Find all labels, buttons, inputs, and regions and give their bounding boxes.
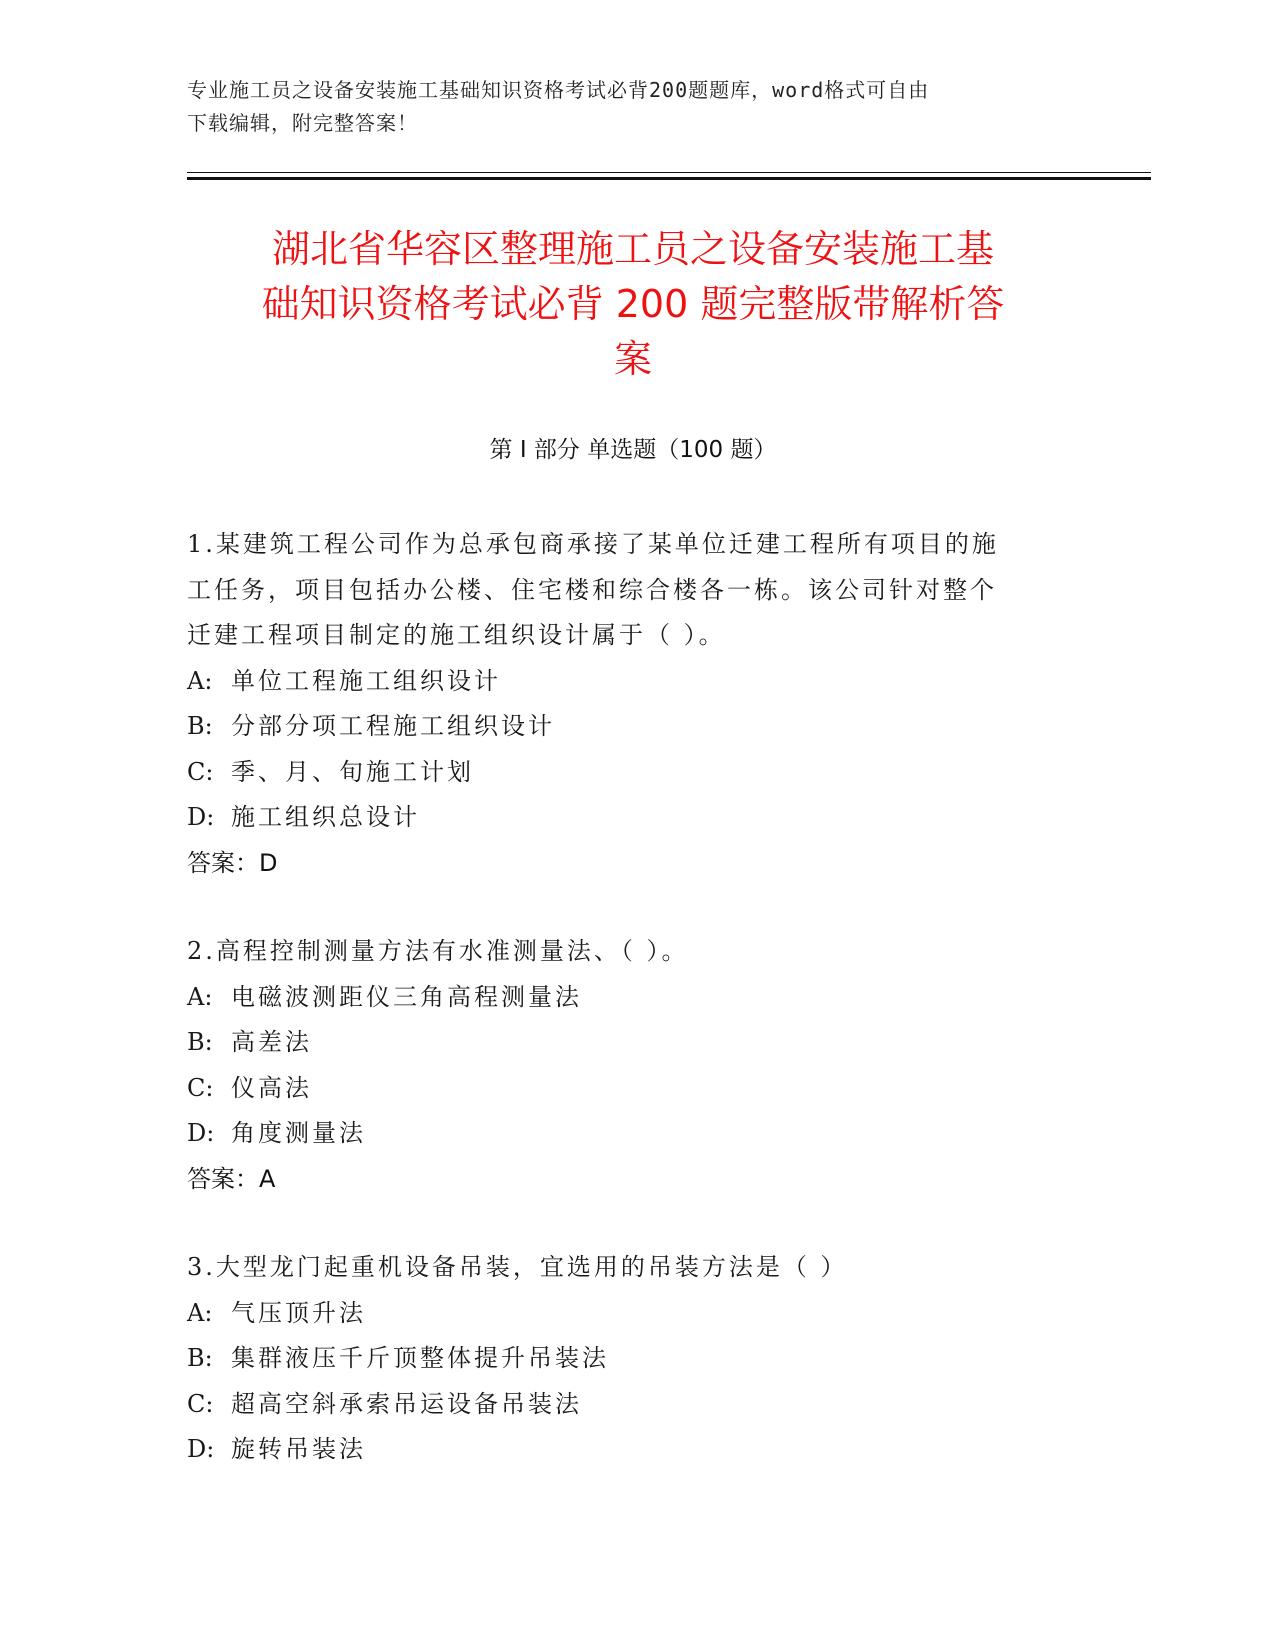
question-block xyxy=(187,929,1067,1202)
section-heading: 第 I 部分 单选题（100 题） xyxy=(489,437,777,463)
option-key: D: xyxy=(187,1119,215,1147)
option-c xyxy=(187,1382,1067,1428)
option-c xyxy=(187,1066,1067,1112)
question-list xyxy=(187,522,1067,1516)
question-stem-line: 2.高程控制测量方法有水准测量法、（ ）。 xyxy=(187,937,689,965)
question-block xyxy=(187,1245,1067,1473)
option-d xyxy=(187,1111,1067,1157)
option-text: 集群液压千斤顶整体提升吊装法 xyxy=(231,1344,609,1372)
option-text: 气压顶升法 xyxy=(231,1298,366,1327)
option-a xyxy=(187,975,1067,1021)
question-block xyxy=(187,522,1067,886)
option-text: 角度测量法 xyxy=(231,1119,366,1147)
option-key: D: xyxy=(187,803,215,831)
option-key: C: xyxy=(187,1389,214,1418)
option-text: 仪高法 xyxy=(231,1073,312,1102)
option-key: B: xyxy=(187,1344,213,1372)
option-key: A: xyxy=(187,666,213,695)
answer-line: 答案：D xyxy=(187,848,278,877)
question-stem-line: 工任务，项目包括办公楼、住宅楼和综合楼各一栋。该公司针对整个 xyxy=(187,575,997,604)
header-note-line-1: 专业施工员之设备安装施工基础知识资格考试必背200题题库，word格式可自由 xyxy=(187,78,930,102)
option-key: D: xyxy=(187,1435,215,1463)
option-d xyxy=(187,1427,1067,1473)
question-stem-line: 3.大型龙门起重机设备吊装，宜选用的吊装方法是（ ） xyxy=(187,1253,848,1281)
option-key: C: xyxy=(187,757,214,786)
option-b xyxy=(187,1336,1067,1382)
header-rule-thick xyxy=(187,177,1151,180)
option-c xyxy=(187,750,1067,796)
option-text: 旋转吊装法 xyxy=(231,1435,366,1463)
answer-line: 答案：A xyxy=(187,1164,276,1193)
option-key: A: xyxy=(187,982,213,1011)
header-note-line-2: 下载编辑，附完整答案！ xyxy=(187,111,418,135)
header-note xyxy=(187,74,1067,140)
option-text: 施工组织总设计 xyxy=(231,803,420,831)
option-d xyxy=(187,795,1067,841)
option-b xyxy=(187,1020,1067,1066)
option-text: 电磁波测距仪三角高程测量法 xyxy=(231,982,582,1011)
title-line-2: 础知识资格考试必背 200 题完整版带解析答 xyxy=(261,282,1005,326)
option-a xyxy=(187,1291,1067,1337)
document-title xyxy=(187,222,1079,387)
title-line-3: 案 xyxy=(613,337,652,381)
question-stem-line: 迁建工程项目制定的施工组织设计属于（ ）。 xyxy=(187,621,726,649)
option-key: C: xyxy=(187,1073,214,1102)
option-key: A: xyxy=(187,1298,213,1327)
option-text: 超高空斜承索吊运设备吊装法 xyxy=(231,1389,582,1418)
option-text: 高差法 xyxy=(231,1028,312,1056)
question-stem-line: 1.某建筑工程公司作为总承包商承接了某单位迁建工程所有项目的施 xyxy=(187,530,999,558)
title-line-1: 湖北省华容区整理施工员之设备安装施工基 xyxy=(271,227,994,271)
header-rule-thin xyxy=(187,172,1151,173)
option-b xyxy=(187,704,1067,750)
option-text: 单位工程施工组织设计 xyxy=(231,666,501,695)
option-text: 季、月、旬施工计划 xyxy=(231,757,474,786)
option-key: B: xyxy=(187,1028,213,1056)
option-key: B: xyxy=(187,712,213,740)
option-a xyxy=(187,659,1067,705)
option-text: 分部分项工程施工组织设计 xyxy=(231,712,555,740)
